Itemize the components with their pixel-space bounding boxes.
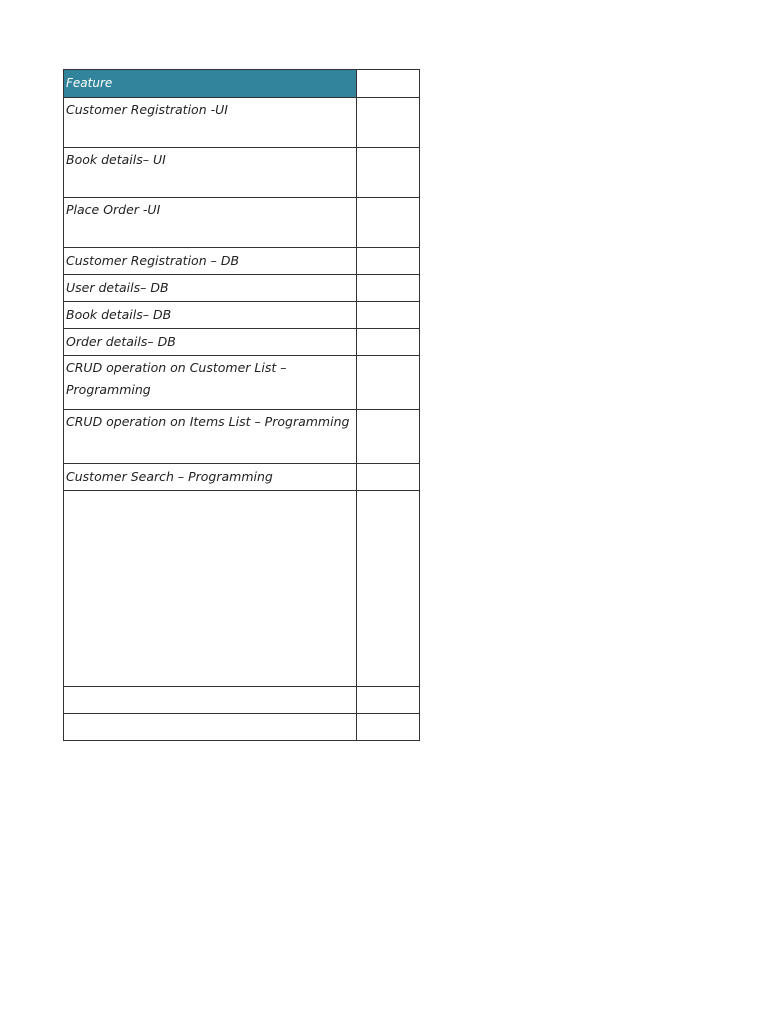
value-cell	[357, 248, 420, 275]
value-cell	[357, 198, 420, 248]
value-cell	[357, 356, 420, 410]
feature-text: CRUD operation on Customer List – Programming	[66, 360, 287, 397]
value-cell	[357, 687, 420, 714]
value-cell	[357, 491, 420, 687]
feature-cell	[64, 464, 357, 491]
feature-cell	[64, 302, 357, 329]
feature-text: Customer Registration -UI	[66, 102, 228, 117]
feature-cell	[64, 148, 357, 198]
feature-text: Place Order -UI	[66, 202, 161, 217]
table-row	[64, 410, 420, 464]
table-row	[64, 329, 420, 356]
feature-cell	[64, 98, 357, 148]
feature-cell	[64, 329, 357, 356]
feature-cell	[64, 198, 357, 248]
value-cell	[357, 714, 420, 741]
table-row	[64, 275, 420, 302]
table-row	[64, 464, 420, 491]
feature-table	[63, 69, 420, 741]
table-row	[64, 687, 420, 714]
value-cell	[357, 410, 420, 464]
feature-column-header: Feature	[64, 70, 357, 98]
feature-text: Customer Registration – DB	[66, 253, 240, 268]
feature-text	[66, 491, 354, 492]
feature-text: Customer Search – Programming	[66, 469, 273, 484]
value-cell	[357, 98, 420, 148]
value-cell	[357, 464, 420, 491]
table-row	[64, 248, 420, 275]
value-cell	[357, 302, 420, 329]
table-row	[64, 356, 420, 410]
feature-cell	[64, 491, 357, 687]
table-row	[64, 714, 420, 741]
feature-cell	[64, 410, 357, 464]
feature-cell	[64, 687, 357, 714]
table-row	[64, 198, 420, 248]
value-cell	[357, 148, 420, 198]
feature-text: CRUD operation on Items List – Programming	[66, 414, 350, 429]
table-header-row	[64, 70, 420, 98]
second-column-header	[357, 70, 420, 98]
feature-text: Book details– DB	[66, 307, 172, 322]
value-cell	[357, 275, 420, 302]
feature-cell	[64, 356, 357, 410]
table-row	[64, 148, 420, 198]
feature-cell	[64, 275, 357, 302]
feature-cell	[64, 714, 357, 741]
table-row	[64, 491, 420, 687]
value-cell	[357, 329, 420, 356]
feature-text: Order details– DB	[66, 334, 176, 349]
feature-cell	[64, 248, 357, 275]
table-row	[64, 98, 420, 148]
feature-text: User details– DB	[66, 280, 169, 295]
table-row	[64, 302, 420, 329]
feature-text: Book details– UI	[66, 152, 166, 167]
